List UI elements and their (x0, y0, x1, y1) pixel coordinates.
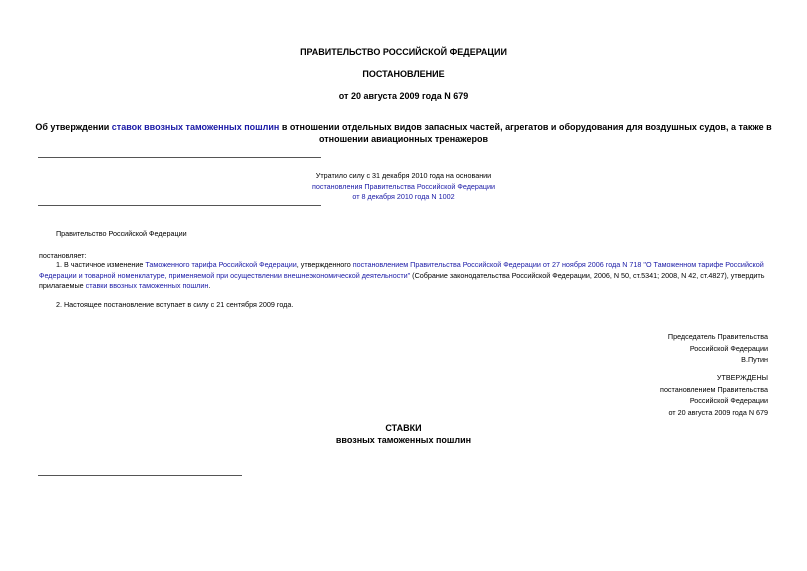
intro-text: Правительство Российской Федерации (56, 229, 187, 238)
title-prefix: Об утверждении (35, 122, 112, 132)
p1-link-tariff[interactable]: Таможенного тарифа Российской Федерации (145, 260, 297, 269)
approved-line1: УТВЕРЖДЕНЫ (716, 373, 768, 382)
signature-line1: Председатель Правительства (667, 332, 768, 341)
status-note (0, 171, 807, 203)
approved-line4: от 20 августа 2009 года N 679 (668, 407, 768, 417)
title-suffix: в отношении отдельных видов запасных частей, агрегатов и оборудования для воздушных судов, а также в (279, 122, 772, 132)
signature-name: В.Путин (741, 355, 768, 364)
document-title (30, 121, 777, 145)
p1-text-d: . (208, 281, 211, 290)
paragraph-2: 2. Настоящее постановление вступает в силу с 21 сентября 2009 года. (56, 300, 294, 309)
annex-subtitle: ввозных таможенных пошлин (335, 435, 472, 445)
signature-block (668, 331, 768, 366)
divider-top (38, 157, 321, 158)
document-type: ПОСТАНОВЛЕНИЕ (362, 69, 445, 79)
status-note-text: Утратило силу с 31 декабря 2010 года на основании (315, 171, 492, 180)
signature-line2: Российской Федерации (689, 343, 768, 353)
title-line2: отношении авиационных тренажеров (319, 134, 488, 144)
p1-text-c: (Собрание законодательства Российской Федерации, 2006, N 50, ст.5341; 2008, N 42, ст.4827), утвердить прилагаемые (39, 270, 765, 290)
status-note-link-date[interactable]: от 8 декабря 2010 года N 1002 (352, 192, 455, 201)
status-note-link-decree[interactable]: постановления Правительства Российской Федерации (311, 181, 496, 191)
paragraph-1 (39, 260, 770, 292)
p1-text-b: , утвержденного (296, 260, 353, 269)
approved-line3: Российской Федерации (689, 396, 768, 405)
divider-bottom (38, 205, 321, 206)
government-heading: ПРАВИТЕЛЬСТВО РОССИЙСКОЙ ФЕДЕРАЦИИ (300, 47, 507, 57)
document-date-number: от 20 августа 2009 года N 679 (338, 91, 469, 101)
title-link-rates[interactable]: ставок ввозных таможенных пошлин (111, 122, 280, 132)
approved-line2: постановлением Правительства (660, 384, 768, 394)
annex-title: СТАВКИ (385, 423, 422, 433)
p1-link-decree-718[interactable]: постановлением Правительства Российской Федерации от 27 ноября 2006 года N 718 "О Таможенном тарифе Российской Федерации и товарной номенклатуре, применяемой при осуществлении внешнеэкономической деятельности" (39, 260, 764, 280)
p1-text-a: 1. В частичное изменение (56, 260, 146, 269)
divider-annex (38, 475, 242, 476)
resolves-text: постановляет: (39, 251, 87, 260)
p1-link-rates[interactable]: ставки ввозных таможенных пошлин (85, 281, 209, 290)
approved-block (660, 372, 768, 418)
